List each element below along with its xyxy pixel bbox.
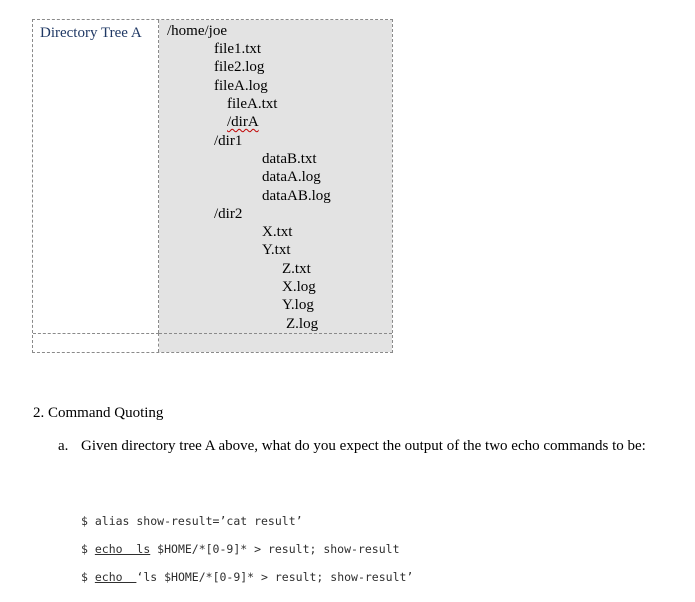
tree-item-file1: file1.txt — [214, 41, 262, 57]
command-prompt: $ — [81, 542, 95, 556]
command-line-echo-unquoted — [81, 542, 400, 556]
command-args: $HOME/*[0-9]* > result; show-result — [150, 542, 400, 556]
tree-listing-cell — [159, 20, 392, 333]
tree-item-dir1: /dir1 — [214, 133, 243, 149]
empty-table-cell-shaded — [159, 333, 392, 352]
command-line-alias: $ alias show-result=’cat result’ — [81, 514, 303, 528]
tree-item-fileA-log: fileA.log — [214, 78, 268, 94]
tree-root: /home/joe — [167, 23, 227, 39]
tree-item-dirA: /dirA — [227, 114, 259, 130]
question-marker: a. — [58, 438, 69, 454]
command-echo-ls: echo ls — [94, 542, 151, 556]
tree-item-y-txt: Y.txt — [262, 242, 291, 258]
command-echo: echo — [94, 570, 137, 584]
table-label: Directory Tree A — [40, 25, 142, 41]
directory-tree-table — [32, 19, 393, 353]
tree-item-fileA-txt: fileA.txt — [227, 96, 278, 112]
section-heading: 2. Command Quoting — [33, 405, 164, 421]
tree-item-dir2: /dir2 — [214, 206, 243, 222]
tree-item-file2: file2.log — [214, 59, 265, 75]
command-prompt: $ — [81, 570, 95, 584]
tree-item-z-txt: Z.txt — [282, 261, 311, 277]
table-label-cell — [33, 20, 159, 333]
empty-table-cell — [33, 333, 159, 352]
tree-item-y-log: Y.log — [282, 297, 314, 313]
question-text: Given directory tree A above, what do you expect the output of the two echo commands to be: — [81, 438, 646, 454]
command-line-echo-quoted — [81, 570, 413, 584]
tree-item-dataAB: dataAB.log — [262, 188, 331, 204]
tree-item-z-log: Z.log — [286, 316, 319, 332]
tree-item-dataA: dataA.log — [262, 169, 321, 185]
tree-item-x-txt: X.txt — [262, 224, 293, 240]
tree-item-x-log: X.log — [282, 279, 316, 295]
command-args: ‘ls $HOME/*[0-9]* > result; show-result’ — [136, 570, 414, 584]
tree-item-dataB: dataB.txt — [262, 151, 317, 167]
